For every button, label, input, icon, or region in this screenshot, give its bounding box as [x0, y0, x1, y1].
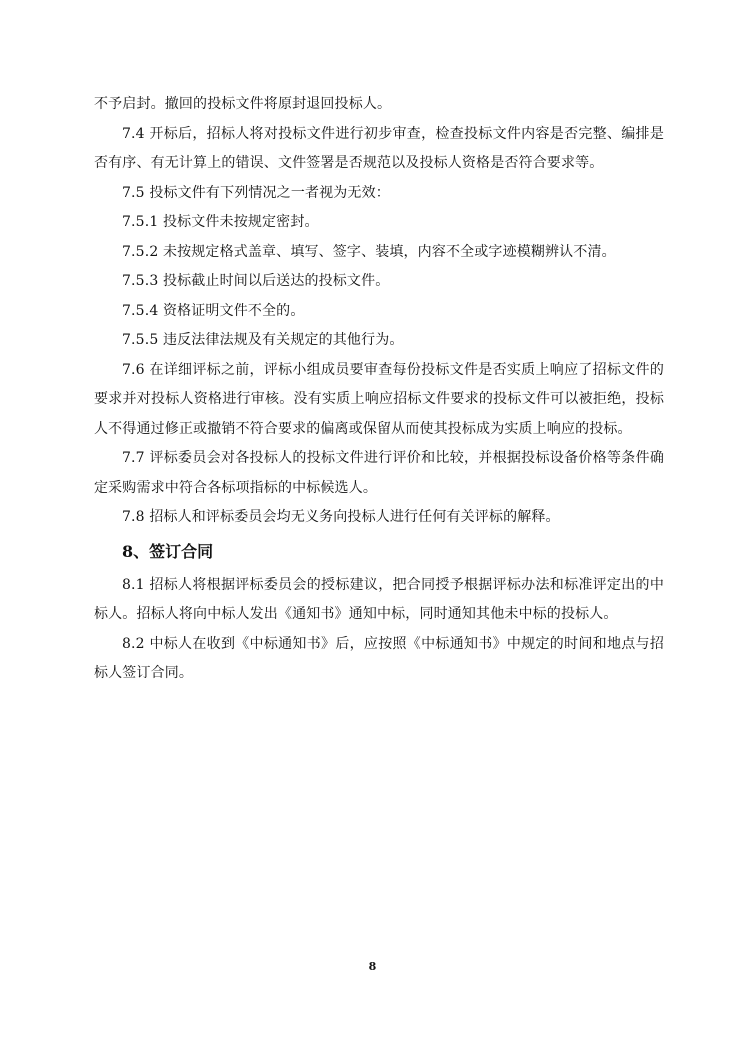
- paragraph-7-4: 7.4 开标后，招标人将对投标文件进行初步审查，检查投标文件内容是否完整、编排是否有序、有无计算上的错误、文件签署是否规范以及投标人资格是否符合要求等。: [94, 125, 664, 171]
- paragraph-continuation: 不予启封。撤回的投标文件将原封退回投标人。: [94, 96, 392, 112]
- paragraph-7-8: 7.8 招标人和评标委员会均无义务向投标人进行任何有关评标的解释。: [122, 509, 560, 525]
- paragraph-8-2: 8.2 中标人在收到《中标通知书》后，应按照《中标通知书》中规定的时间和地点与招标人签订合同。: [94, 635, 664, 681]
- paragraph-7-5-3: 7.5.3 投标截止时间以后送达的投标文件。: [122, 273, 390, 289]
- paragraph-7-5-5: 7.5.5 违反法律法规及有关规定的其他行为。: [122, 332, 404, 348]
- paragraph-7-7: 7.7 评标委员会对各投标人的投标文件进行评价和比较，并根据投标设备价格等条件确定采购需求中符合各标项指标的中标候选人。: [94, 450, 664, 496]
- paragraph-7-6: 7.6 在详细评标之前，评标小组成员要审查每份投标文件是否实质上响应了招标文件的要求并对投标人资格进行审核。没有实质上响应招标文件要求的投标文件可以被拒绝，投标人不得通过修正或撤销不符合要求的偏离或保留从而使其投标成为实质上响应的投标。: [94, 361, 664, 437]
- section-heading: 8、签订合同: [122, 541, 214, 561]
- paragraph-8-1: 8.1 招标人将根据评标委员会的授标建议，把合同授予根据评标办法和标准评定出的中标人。招标人将向中标人发出《通知书》通知中标，同时通知其他未中标的投标人。: [94, 576, 664, 622]
- paragraph-7-5-2: 7.5.2 未按规定格式盖章、填写、签字、装填，内容不全或字迹模糊辨认不清。: [122, 243, 616, 260]
- paragraph-7-5: 7.5 投标文件有下列情况之一者视为无效：: [122, 184, 390, 201]
- page-number: 8: [368, 960, 377, 973]
- paragraph-7-5-4: 7.5.4 资格证明文件不全的。: [122, 302, 305, 319]
- document-body: [94, 90, 664, 689]
- paragraph-7-5-1: 7.5.1 投标文件未按规定密封。: [122, 214, 319, 230]
